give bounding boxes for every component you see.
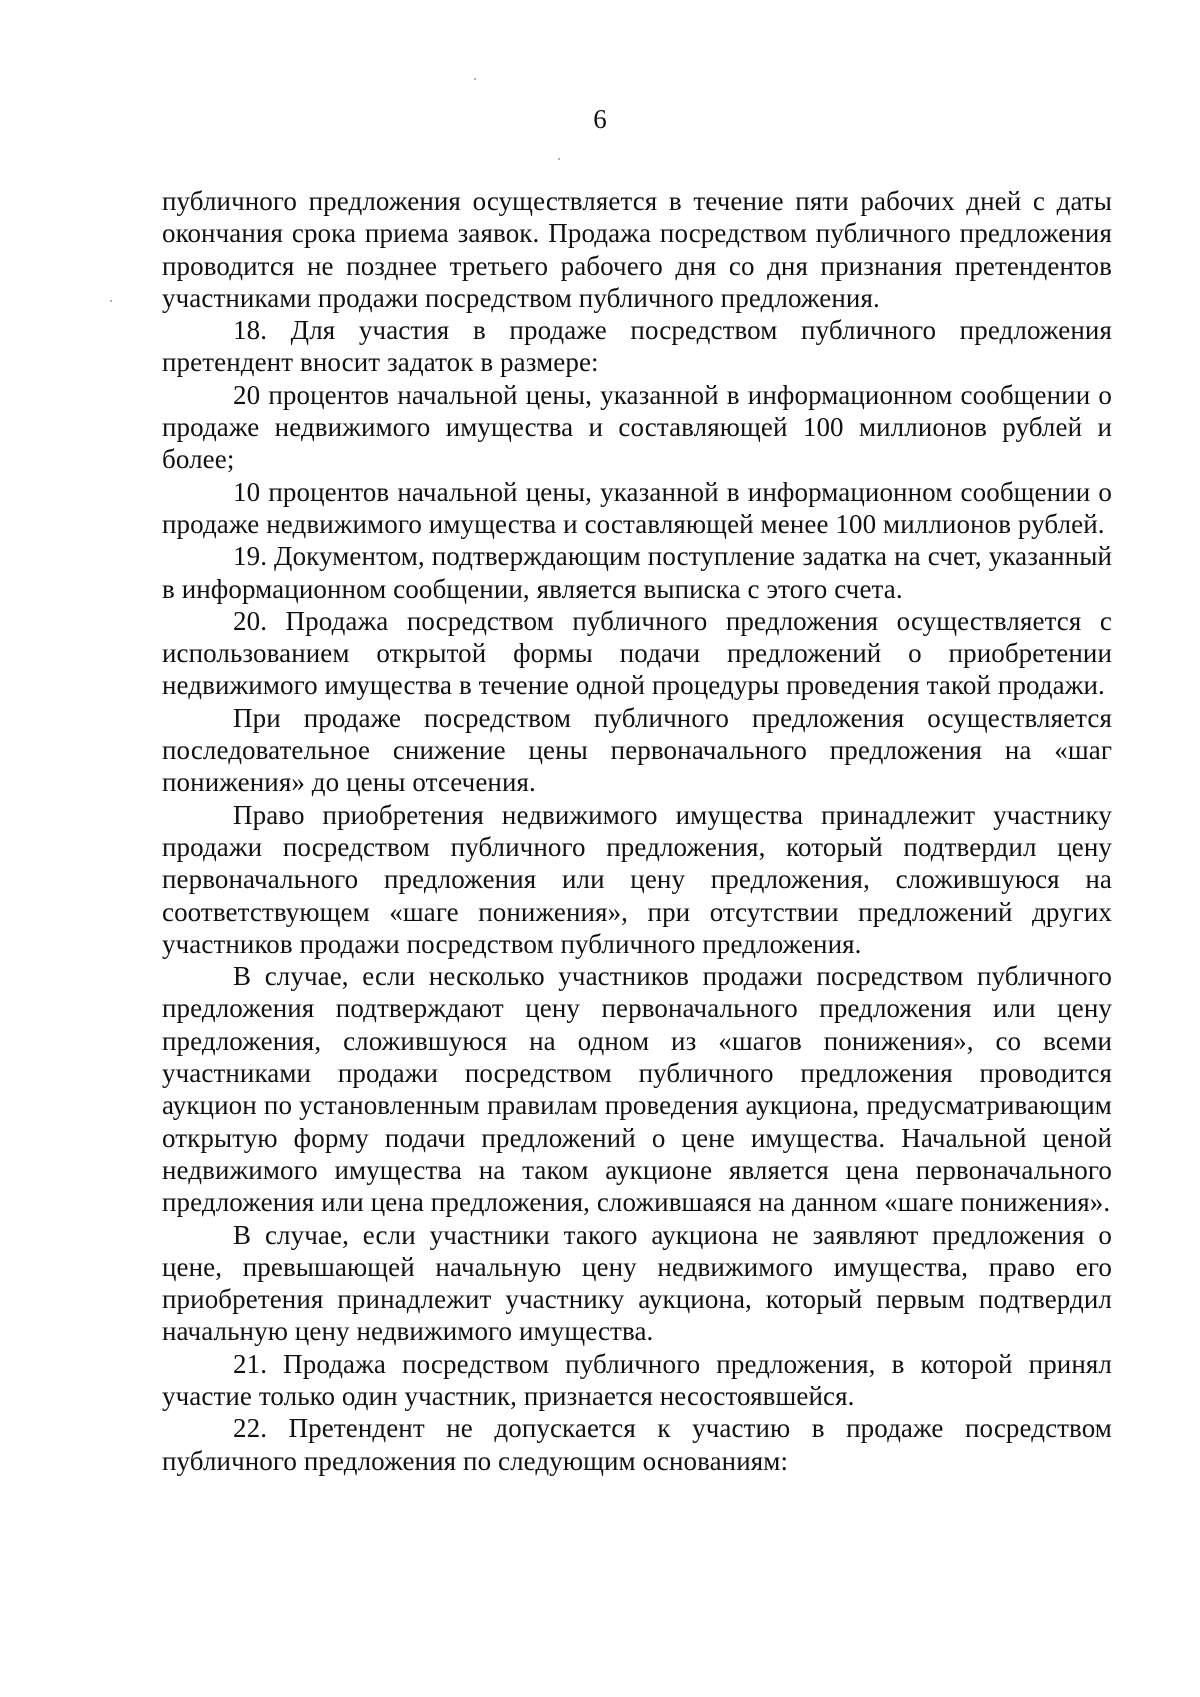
paragraph-18-item-10-percent: 10 процентов начальной цены, указанной в информационном сообщении о продаже недвижимого имущества и составляющей менее 100 миллионов рублей. xyxy=(162,476,1112,539)
paragraph-21: 21. Продажа посредством публичного предложения, в которой принял участие только один участник, признается несостоявшейся. xyxy=(162,1348,1112,1411)
paragraph-19: 19. Документом, подтверждающим поступление задатка на счет, указанный в информационном сообщении, является выписка с этого счета. xyxy=(162,541,1112,604)
scan-speck xyxy=(474,78,476,80)
paragraph-20-acquisition-right: Право приобретения недвижимого имущества принадлежит участнику продажи посредством публичного предложения, который подтвердил цену первоначального предложения или цену предложения, сложившуюся на соответствующем «шаге понижения», при отсутствии предложений других участников продажи посредством публичного предложения. xyxy=(162,799,1112,959)
document-body xyxy=(162,185,1112,1477)
paragraph-20: 20. Продажа посредством публичного предложения осуществляется с использованием открытой формы подачи предложений о приобретении недвижимого имущества в течение одной процедуры проведения такой продажи. xyxy=(162,605,1112,701)
scan-speck xyxy=(110,300,112,302)
scan-speck xyxy=(558,158,560,160)
page-number: 6 xyxy=(593,104,607,134)
paragraph-20-multiple-participants: В случае, если несколько участников продажи посредством публичного предложения подтверждают цену первоначального предложения или цену предложения, сложившуюся на одном из «шагов понижения», со всеми участниками продажи посредством публичного предложения проводится аукцион по установленным правилам проведения аукциона, предусматривающим открытую форму подачи предложений о цене имущества. Начальной ценой недвижимого имущества на таком аукционе является цена первоначального предложения или цена предложения, сложившаяся на данном «шаге понижения». xyxy=(162,961,1112,1218)
paragraph-18: 18. Для участия в продаже посредством публичного предложения претендент вносит задаток в размере: xyxy=(162,315,1112,378)
paragraph-continuation: публичного предложения осуществляется в течение пяти рабочих дней с даты окончания срока приема заявок. Продажа посредством публичного предложения проводится не позднее третьего рабочего дня со дня признания претендентов участниками продажи посредством публичного предложения. xyxy=(162,186,1112,313)
paragraph-20-price-reduction: При продаже посредством публичного предложения осуществляется последовательное снижение цены первоначального предложения на «шаг понижения» до цены отсечения. xyxy=(162,702,1112,798)
paragraph-20-no-offers: В случае, если участники такого аукциона не заявляют предложения о цене, превышающей начальную цену недвижимого имущества, право его приобретения принадлежит участнику аукциона, который первым подтвердил начальную цену недвижимого имущества. xyxy=(162,1219,1112,1347)
paragraph-18-item-20-percent: 20 процентов начальной цены, указанной в информационном сообщении о продаже недвижимого имущества и составляющей 100 миллионов рублей и более; xyxy=(162,379,1112,475)
paragraph-22: 22. Претендент не допускается к участию в продаже посредством публичного предложения по следующим основаниям: xyxy=(162,1413,1112,1476)
